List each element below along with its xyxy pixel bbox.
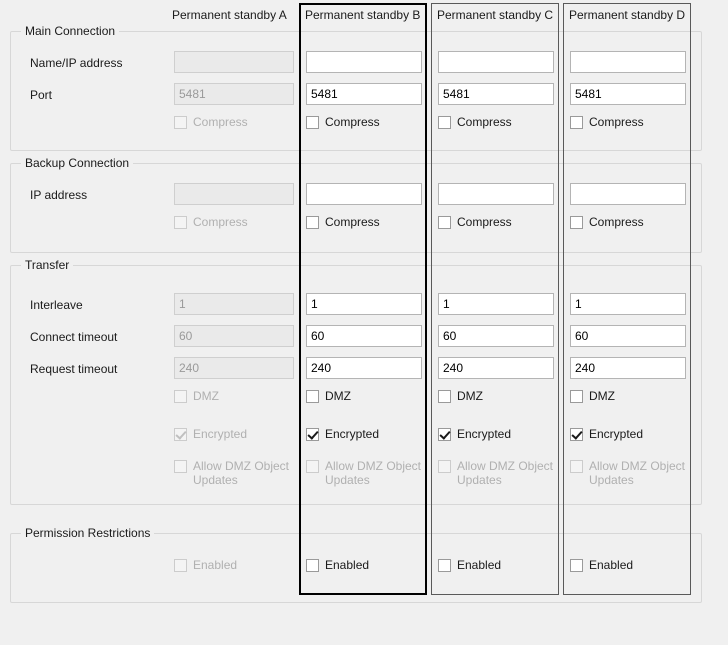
- checkbox-permission-enabled-c[interactable]: [438, 558, 501, 572]
- checkbox-main-compress-a[interactable]: [174, 115, 248, 129]
- checkbox-label: Allow DMZ Object Updates: [589, 459, 686, 487]
- checkbox-encrypted-a[interactable]: [174, 427, 247, 441]
- checkbox-box: [570, 428, 583, 441]
- input-backup-ip-b[interactable]: [306, 183, 422, 205]
- checkbox-box: [306, 390, 319, 403]
- checkbox-box: [438, 460, 451, 473]
- checkbox-box: [174, 116, 187, 129]
- checkbox-encrypted-c[interactable]: [438, 427, 511, 441]
- input-interleave-c[interactable]: [438, 293, 554, 315]
- checkbox-backup-compress-a[interactable]: [174, 215, 248, 229]
- checkbox-backup-compress-c[interactable]: [438, 215, 512, 229]
- column-header-d: Permanent standby D: [569, 8, 686, 22]
- input-main-port-d[interactable]: [570, 83, 686, 105]
- checkbox-box: [306, 460, 319, 473]
- checkbox-label: Encrypted: [325, 427, 380, 441]
- group-main-connection-legend: Main Connection: [21, 24, 119, 38]
- input-backup-ip-a[interactable]: [174, 183, 294, 205]
- checkbox-box: [174, 460, 187, 473]
- input-main-name-ip-d[interactable]: [570, 51, 686, 73]
- input-main-name-ip-a[interactable]: [174, 51, 294, 73]
- checkbox-label: Compress: [589, 215, 644, 229]
- checkbox-box: [174, 216, 187, 229]
- checkbox-permission-enabled-b[interactable]: [306, 558, 369, 572]
- checkbox-box: [438, 216, 451, 229]
- label-ip-address: IP address: [30, 188, 88, 202]
- checkbox-allow-dmz-c[interactable]: [438, 459, 558, 487]
- checkbox-label: Encrypted: [589, 427, 644, 441]
- input-main-port-c[interactable]: [438, 83, 554, 105]
- label-interleave: Interleave: [30, 298, 83, 312]
- checkbox-main-compress-d[interactable]: [570, 115, 644, 129]
- input-main-name-ip-b[interactable]: [306, 51, 422, 73]
- input-request-timeout-b[interactable]: [306, 357, 422, 379]
- checkbox-label: Encrypted: [193, 427, 248, 441]
- input-interleave-b[interactable]: [306, 293, 422, 315]
- checkbox-backup-compress-d[interactable]: [570, 215, 644, 229]
- checkbox-label: Compress: [589, 115, 644, 129]
- label-name-ip-address: Name/IP address: [30, 56, 123, 70]
- checkbox-dmz-c[interactable]: [438, 389, 483, 403]
- checkbox-label: Enabled: [325, 558, 370, 572]
- checkbox-allow-dmz-d[interactable]: [570, 459, 690, 487]
- input-interleave-d[interactable]: [570, 293, 686, 315]
- checkbox-box: [174, 428, 187, 441]
- input-request-timeout-a[interactable]: [174, 357, 294, 379]
- input-main-port-a[interactable]: [174, 83, 294, 105]
- column-header-a: Permanent standby A: [172, 8, 287, 22]
- checkbox-box: [570, 559, 583, 572]
- input-connect-timeout-b[interactable]: [306, 325, 422, 347]
- checkbox-backup-compress-b[interactable]: [306, 215, 380, 229]
- checkbox-label: Allow DMZ Object Updates: [457, 459, 554, 487]
- label-request-timeout: Request timeout: [30, 362, 118, 376]
- checkbox-dmz-a[interactable]: [174, 389, 219, 403]
- column-header-b: Permanent standby B: [305, 8, 421, 22]
- checkbox-encrypted-d[interactable]: [570, 427, 643, 441]
- checkbox-label: Encrypted: [457, 427, 512, 441]
- checkbox-box: [306, 559, 319, 572]
- label-connect-timeout: Connect timeout: [30, 330, 118, 344]
- checkbox-label: Enabled: [457, 558, 502, 572]
- checkbox-label: DMZ: [325, 389, 351, 403]
- checkbox-box: [438, 116, 451, 129]
- input-interleave-a[interactable]: [174, 293, 294, 315]
- checkbox-dmz-b[interactable]: [306, 389, 351, 403]
- checkbox-box: [570, 216, 583, 229]
- input-backup-ip-d[interactable]: [570, 183, 686, 205]
- checkbox-encrypted-b[interactable]: [306, 427, 379, 441]
- checkbox-permission-enabled-d[interactable]: [570, 558, 633, 572]
- checkbox-label: Compress: [325, 115, 380, 129]
- input-main-name-ip-c[interactable]: [438, 51, 554, 73]
- checkbox-label: Compress: [193, 115, 248, 129]
- checkbox-box: [174, 559, 187, 572]
- checkbox-box: [306, 116, 319, 129]
- checkbox-box: [306, 216, 319, 229]
- checkbox-label: Allow DMZ Object Updates: [193, 459, 290, 487]
- checkbox-box: [570, 390, 583, 403]
- checkbox-main-compress-b[interactable]: [306, 115, 380, 129]
- checkbox-label: DMZ: [457, 389, 483, 403]
- input-backup-ip-c[interactable]: [438, 183, 554, 205]
- group-backup-connection: [10, 156, 702, 253]
- checkbox-dmz-d[interactable]: [570, 389, 615, 403]
- checkbox-label: DMZ: [193, 389, 219, 403]
- checkbox-label: Allow DMZ Object Updates: [325, 459, 422, 487]
- input-request-timeout-d[interactable]: [570, 357, 686, 379]
- input-request-timeout-c[interactable]: [438, 357, 554, 379]
- checkbox-label: Compress: [193, 215, 248, 229]
- checkbox-box: [306, 428, 319, 441]
- checkbox-label: Compress: [325, 215, 380, 229]
- checkbox-box: [570, 460, 583, 473]
- checkbox-box: [438, 390, 451, 403]
- checkbox-allow-dmz-b[interactable]: [306, 459, 426, 487]
- checkbox-label: Enabled: [193, 558, 238, 572]
- checkbox-label: Compress: [457, 215, 512, 229]
- input-main-port-b[interactable]: [306, 83, 422, 105]
- checkbox-label: Compress: [457, 115, 512, 129]
- checkbox-box: [570, 116, 583, 129]
- label-port: Port: [30, 88, 53, 102]
- input-connect-timeout-a[interactable]: [174, 325, 294, 347]
- group-backup-connection-legend: Backup Connection: [21, 156, 133, 170]
- checkbox-allow-dmz-a[interactable]: [174, 459, 294, 487]
- input-connect-timeout-d[interactable]: [570, 325, 686, 347]
- input-connect-timeout-c[interactable]: [438, 325, 554, 347]
- checkbox-box: [438, 428, 451, 441]
- group-transfer-legend: Transfer: [21, 258, 73, 272]
- checkbox-label: Enabled: [589, 558, 634, 572]
- checkbox-label: DMZ: [589, 389, 615, 403]
- checkbox-main-compress-c[interactable]: [438, 115, 512, 129]
- checkbox-box: [174, 390, 187, 403]
- group-permission-restrictions-legend: Permission Restrictions: [21, 526, 154, 540]
- checkbox-permission-enabled-a[interactable]: [174, 558, 237, 572]
- checkbox-box: [438, 559, 451, 572]
- column-header-c: Permanent standby C: [437, 8, 554, 22]
